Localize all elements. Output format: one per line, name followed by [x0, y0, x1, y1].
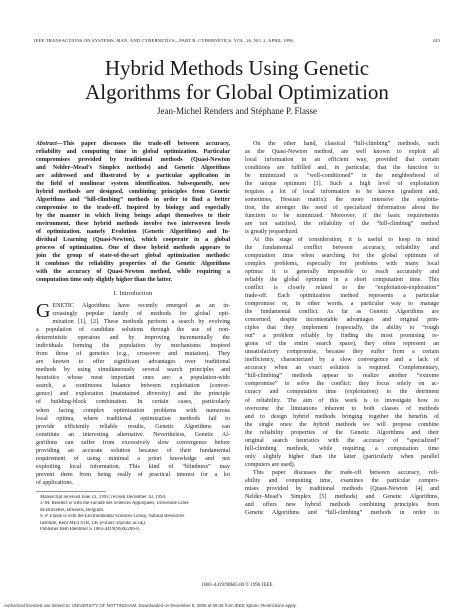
intro-line: ENETIC Algorithms have recently emerged as an in-	[52, 303, 230, 310]
body-line: compromise or, in other words, a particular way to manage	[245, 301, 439, 308]
license-notice: Authorized licensed use limited to: UNIVERSITY OF NOTTINGHAM. Downloaded on December 8, 2009 at 09:48 from IEEE Xplore. Restrictions apply.	[4, 603, 297, 608]
body-line: the fundamental conflict between accuracy, reliability and	[245, 245, 439, 252]
body-line: conflict is closely related to the “exploitation-exploration”	[245, 285, 439, 292]
body-line: hill-climbing methods, while requiring a computation time	[245, 445, 439, 452]
intro-line: when facing complex optimization problems with numerous	[36, 407, 230, 414]
body-line: trade-off. Each optimization method represents a particular	[245, 293, 439, 300]
abstract	[36, 140, 230, 284]
body-line: concerned, despite incontestable advantages and original prin-	[245, 317, 439, 324]
section-heading-introduction: I. Introduction	[113, 290, 153, 298]
running-head	[34, 38, 440, 43]
intro-line: of applications.	[36, 479, 74, 486]
intro-line: a population of candidate solutions through the use of non-	[36, 327, 230, 334]
intro-line: gorithms can suffer from excessively slow convergence before	[36, 439, 230, 446]
intro-line: prevent them from being really of practical interest for a lot	[36, 471, 230, 478]
page-number: 243	[432, 38, 440, 43]
body-line: the fundamental conflict. As far as Genetic Algorithms are	[245, 309, 439, 316]
intro-line: mization [1], [2]. These methods perform a search by evolving	[52, 319, 230, 326]
abstract-line: hybrid methods are designed, combining principles from Genetic	[36, 189, 230, 196]
paper-title	[40, 56, 434, 104]
body-line: out” a problem reliably by finding the most promising re-	[245, 333, 439, 340]
authors: Jean-Michel Renders and Stéphane P. Flasse	[157, 106, 317, 116]
abstract-line	[36, 140, 230, 148]
body-line: tion, the stronger the need of specialized information about the	[245, 205, 439, 212]
intro-line: heuristics whose most important ones are: a population-wide	[36, 375, 230, 382]
footnote-line: Publisher Item Identifier S 1083-4419(96)02206-0.	[40, 527, 141, 533]
abstract-line: of optimization, namely Evolution (Genetic Algorithms) and In-	[36, 229, 230, 236]
body-line: sometimes, Hessian matrix): the more intensive the exploita-	[245, 197, 439, 204]
abstract-lead: Abstract—	[36, 141, 63, 147]
intro-line: provide efficiently reliable results, Genetic Algorithms can	[36, 423, 230, 430]
intro-line: local optima, where traditional optimization methods fail to	[36, 415, 230, 422]
body-line: and offers new hybrid methods combining principles from	[245, 501, 439, 508]
body-line: reliably the global optimum in a short computation time. This	[245, 277, 439, 284]
abstract-line: the field of nonlinear system identification. Subsequently, new	[36, 181, 230, 188]
intro-line: providing an accurate solution because of their fundamental	[36, 447, 230, 454]
abstract-line: dividual Learning (Quasi-Newton), which cooperate in a global	[36, 237, 230, 244]
body-line: computation time when searching for the global optimum of	[245, 253, 439, 260]
abstract-line: Algorithms and “hill-climbing” methods in order to find a better	[36, 197, 230, 204]
body-line: complex problems, especially for problems with many local	[245, 261, 439, 268]
body-line: accuracy when an exact solution is required. Complementary,	[245, 365, 439, 372]
abstract-line: reliability and computing time in global optimization. Particular	[36, 149, 230, 156]
body-line: compromise” to solve the conflict: they focus solely on ac-	[245, 381, 439, 388]
drop-cap: G	[36, 300, 51, 323]
body-line: mises provided by traditional methods (Quasi-Newton [4] and	[245, 485, 439, 492]
footnotes	[36, 495, 230, 534]
body-line: the reliability properties of the Genetic Algorithms and their	[245, 429, 439, 436]
abstract-line: by the manner in which living beings adapt themselves to their	[36, 213, 230, 220]
right-column	[245, 140, 439, 517]
introduction-body	[36, 302, 230, 486]
body-line: inefficiency, characterized by a slow convergence and a lack of	[245, 357, 439, 364]
abstract-line: with the accuracy of Quasi-Newton method, while requiring a	[36, 269, 230, 276]
intro-line: deterministic operators and by improving incrementally the	[36, 335, 230, 342]
paragraph-outline	[245, 469, 439, 517]
intro-line: methods by using simultaneously several search principles and	[36, 367, 230, 374]
intro-line: search, a continuous balance between exploitation (conver-	[36, 383, 230, 390]
body-line: local information in an efficient way, provided that certain	[245, 157, 439, 164]
intro-line: creasingly popular family of methods for global opti-	[52, 311, 230, 318]
intro-line: from those of genetics (e.g., crossover and mutation). They	[36, 351, 230, 358]
body-line: requires a lot of local information to be known (gradient and,	[245, 189, 439, 196]
body-line: On the other hand, classical “hill-climbing” methods, such	[253, 141, 439, 147]
title-line: Hybrid Methods Using Genetic	[104, 56, 370, 80]
intro-line: individuals forming the population by mechanisms inspired	[36, 343, 230, 350]
body-line: of reliability. The aim of this work is to investigate how to	[245, 397, 439, 404]
left-column	[36, 140, 230, 534]
abstract-line: environment, these hybrid methods involve two interwoven levels	[36, 221, 230, 228]
body-line: optima: it is generally impossible to reach accurately and	[245, 269, 439, 276]
body-line: At this stage of consideration, it is useful to keep in mind	[253, 237, 439, 244]
journal-header: IEEE TRANSACTIONS ON SYSTEMS, MAN, AND CYBERNETICS—PART B: CYBERNETICS, VOL. 26, NO. 2, APRIL 1996	[34, 38, 293, 43]
abstract-line: compromises provided by traditional methods (Quasi-Newton	[36, 157, 230, 164]
body-line: “hill-climbing” methods appear to realize another “extreme	[245, 373, 439, 380]
body-line: overcome the limitations inherent to both classes of methods	[245, 405, 439, 412]
body-line: are not satisfied, the reliability of the “hill-climbing” method	[245, 221, 439, 228]
footnote-line: S. P. Flasse is with the Environmental Sciences Group, Natural Resources	[40, 514, 185, 520]
footnote-line: Institute, Kent ME4 4TB, UK (e-mail: sf@ukc.ac.uk).	[40, 520, 146, 526]
abstract-line: it combines the reliability properties of the Genetic Algorithms	[36, 261, 230, 268]
footnote-line: de Bruxelles, Brussels, Belgium.	[40, 507, 105, 513]
paragraph-hill-climbing	[245, 140, 439, 236]
paragraph-conflict	[245, 236, 439, 468]
abstract-line-text: This paper discusses the trade-off between accuracy,	[62, 141, 230, 147]
body-line: Genetic Algorithms and “hill-climbing” methods in order to	[245, 509, 439, 516]
body-line: gions of the entire search space), they often represent an	[245, 341, 439, 348]
title-line: Algorithms for Global Optimization	[85, 80, 389, 104]
intro-line: gence) and exploration (maintained diversity) and the principle	[36, 391, 230, 398]
body-line: only slightly higher than the latter (particularly when parallel	[245, 453, 439, 460]
abstract-line: compromise to the trade-off. Inspired by biology and especially	[36, 205, 230, 212]
body-line: and to design hybrid methods bringing together the benefits of	[245, 413, 439, 420]
body-line: Nelder–Mead’s Simplex [5] methods) and Genetic Algorithms,	[245, 493, 439, 500]
intro-line: of building-block combination. In certain cases, particularly	[36, 399, 230, 406]
abstract-line: join the group of state-of-the-art global optimization methods:	[36, 253, 230, 260]
copyright-line: 1083–4419/96$05.00 © 1996 IEEE	[201, 583, 273, 588]
body-line: ability and computing time, examines the particular compro-	[245, 477, 439, 484]
body-line: computers are used).	[245, 461, 296, 468]
body-line: as the Quasi-Newton method, are well known to exploit all	[245, 149, 439, 156]
intro-line: constitute an interesting alternative. Nevertheless, Genetic Al-	[36, 431, 230, 438]
footnote-line: J.-M. Renders is with the Faculté des Sciences Appliquées, Université Libre	[40, 501, 189, 507]
abstract-line: and Nelder–Mead’s Simplex methods) and Genetic Algorithms	[36, 165, 230, 172]
body-line: function to be minimized. Moreover, if the basic requirements	[245, 213, 439, 220]
intro-line: requirement of using minimal a priori knowledge and not	[36, 455, 230, 462]
abstract-line: are addressed and illustrated by a particular application in	[36, 173, 230, 180]
body-line: is greatly jeopardized.	[245, 229, 299, 236]
intro-line: exploiting local information. This kind of “blindness” may	[36, 463, 230, 470]
body-line: This paper discusses the trade-off between accuracy, reli-	[253, 469, 439, 476]
body-line: the single ones: the hybrid methods we will propose combine	[245, 421, 439, 428]
intro-line: are known to offer significant advantages over traditional	[36, 359, 230, 366]
body-line: the unique optimum [3]. Such a high level of exploitation	[245, 181, 439, 188]
abstract-line: computation time only slightly higher than the latter.	[36, 277, 173, 284]
footnote-line: Manuscript received June 23, 1993; revised December 10, 1994.	[40, 494, 167, 500]
body-line: ciples that they implement (especially, the ability to “rough	[245, 325, 439, 332]
body-line: curacy and computation time (exploitation) to the detriment	[245, 389, 439, 396]
body-line: unsatisfactory compromise, because they suffer from a certain	[245, 349, 439, 356]
body-line: be minimized is “well-conditioned” in the neighborhood of	[245, 173, 439, 180]
abstract-line: process of optimization. One of these hybrid methods appears to	[36, 245, 230, 252]
body-line: conditions are fulfilled and, in particular, that the function to	[245, 165, 439, 172]
body-line: original search heuristics with the accuracy of “specialized”	[245, 437, 439, 444]
